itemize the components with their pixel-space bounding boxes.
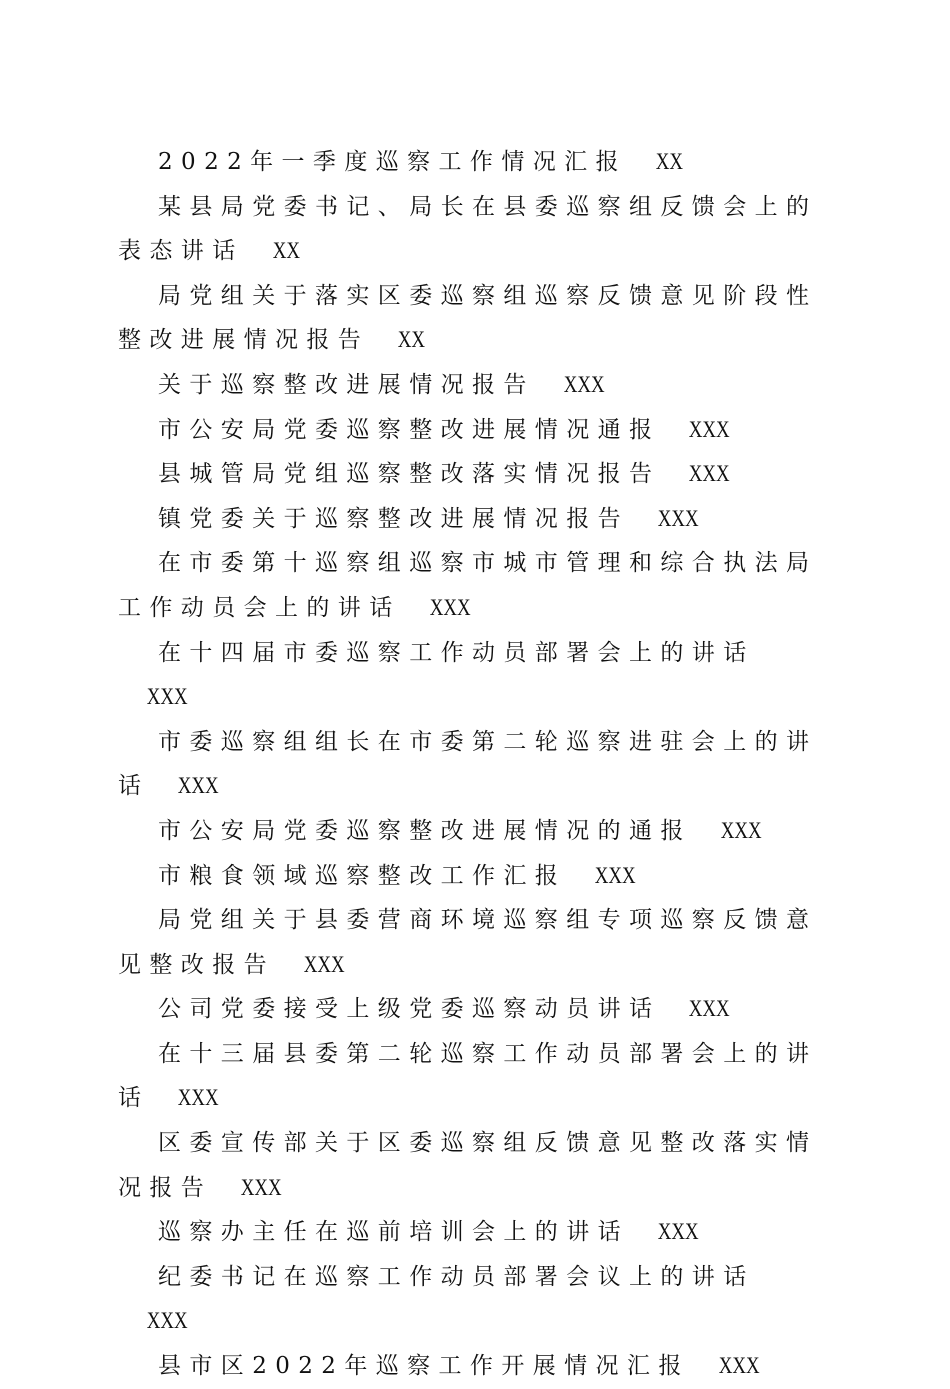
entry-ref: XX xyxy=(398,327,426,353)
entry-ref: XXX xyxy=(303,951,345,977)
entry-title: 在十三届县委第二轮巡察工作动员部署会上的讲话 xyxy=(118,1040,818,1112)
document-entry xyxy=(118,1344,830,1389)
entry-ref: XXX xyxy=(718,1353,760,1379)
entry-ref: XXX xyxy=(178,773,220,799)
document-entry xyxy=(118,1121,830,1210)
document-entry xyxy=(118,720,830,809)
entry-title: 在市委第十巡察组巡察市城市管理和综合执法局工作动员会上的讲话 xyxy=(118,550,818,621)
entry-title: 2022年一季度巡察工作情况汇报 xyxy=(158,149,627,175)
entry-title: 县市区2022年巡察工作开展情况汇报 xyxy=(158,1353,690,1380)
document-entry xyxy=(118,631,830,720)
entry-title: 市粮食领域巡察整改工作汇报 xyxy=(158,862,567,889)
document-entry xyxy=(118,452,830,497)
document-entry xyxy=(118,185,830,274)
entry-title: 县城管局党组巡察整改落实情况报告 xyxy=(158,461,661,488)
entry-ref: XXX xyxy=(689,416,731,442)
document-entry xyxy=(118,854,830,899)
document-entry xyxy=(118,987,830,1032)
document-entry xyxy=(118,497,830,542)
entry-ref: XX xyxy=(272,238,300,264)
entry-title: 区委宣传部关于区委巡察组反馈意见整改落实情况报告 xyxy=(118,1130,818,1201)
entry-title: 纪委书记在巡察工作动员部署会议上的讲话 xyxy=(158,1263,755,1290)
document-entry xyxy=(118,274,830,363)
document-entry xyxy=(118,1032,830,1121)
entry-ref: XXX xyxy=(595,862,636,888)
entry-title: 关于巡察整改进展情况报告 xyxy=(158,371,535,398)
document-entry xyxy=(118,809,830,854)
document-entry xyxy=(118,1255,830,1344)
entry-ref: XXX xyxy=(689,461,731,487)
entry-ref: XXX xyxy=(241,1174,282,1200)
entry-title: 镇党委关于巡察整改进展情况报告 xyxy=(158,505,629,532)
entry-ref: XX xyxy=(655,149,683,174)
entry-title: 市公安局党委巡察整改进展情况通报 xyxy=(158,416,661,443)
entry-ref: XXX xyxy=(657,505,699,531)
entry-title: 巡察办主任在巡前培训会上的讲话 xyxy=(158,1219,629,1246)
entry-ref: XXX xyxy=(689,996,731,1022)
document-entry xyxy=(118,140,830,185)
document-entry xyxy=(118,898,830,987)
entry-ref: XXX xyxy=(146,1308,188,1334)
document-entry xyxy=(118,541,830,630)
entry-title: 局党组关于落实区委巡察组巡察反馈意见阶段性整改进展情况报告 xyxy=(118,282,818,354)
entry-ref: XXX xyxy=(657,1219,699,1245)
document-entry xyxy=(118,1210,830,1255)
document-entry xyxy=(118,363,830,408)
entry-title: 在十四届市委巡察工作动员部署会上的讲话 xyxy=(158,639,755,666)
entry-ref: XXX xyxy=(720,817,762,843)
entry-title: 局党组关于县委营商环境巡察组专项巡察反馈意见整改报告 xyxy=(118,907,818,978)
document-page xyxy=(118,140,830,1389)
entry-ref: XXX xyxy=(178,1085,220,1111)
entry-ref: XXX xyxy=(563,371,605,397)
entry-ref: XXX xyxy=(146,684,188,710)
entry-title: 某县局党委书记、局长在县委巡察组反馈会上的表态讲话 xyxy=(118,193,818,265)
document-entry xyxy=(118,408,830,453)
entry-title: 市委巡察组组长在市委第二轮巡察进驻会上的讲话 xyxy=(118,728,818,800)
entry-title: 公司党委接受上级党委巡察动员讲话 xyxy=(158,996,661,1023)
entry-title: 市公安局党委巡察整改进展情况的通报 xyxy=(158,817,692,844)
entry-ref: XXX xyxy=(429,594,471,620)
